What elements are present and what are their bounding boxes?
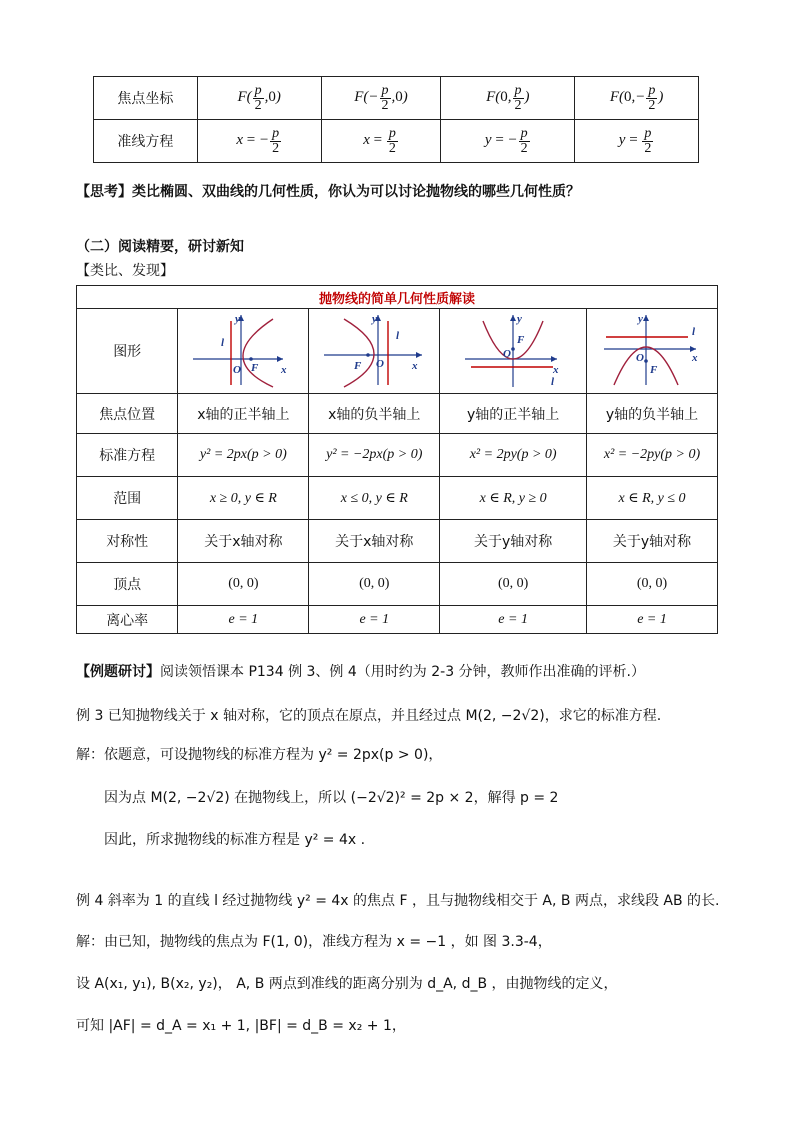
- y-axis-label: y: [235, 313, 241, 325]
- row-label-graph: 图形: [77, 309, 178, 394]
- origin-label: O: [376, 358, 385, 370]
- row-label: 对称性: [77, 520, 178, 563]
- focus-directrix-table: [93, 76, 699, 163]
- table-row: [77, 520, 718, 563]
- table-row: [77, 434, 718, 477]
- focus-label: F: [354, 360, 362, 372]
- table-row: [77, 606, 718, 634]
- think-question: [76, 182, 580, 202]
- table-row: [77, 394, 718, 434]
- table-cell: 关于y轴对称: [440, 520, 587, 563]
- example-3-question: 例 3 已知抛物线关于 x 轴对称，它的顶点在原点，并且经过点 M(2, −2√2)，求它的标准方程.: [76, 708, 662, 724]
- origin-label: O: [503, 348, 512, 360]
- table-cell: x ∈ R, y ≥ 0: [440, 477, 587, 520]
- example-3-solution-3: 因此，所求抛物线的标准方程是 y² = 4x .: [104, 832, 366, 848]
- table-cell: x ∈ R, y ≤ 0: [587, 477, 718, 520]
- table-cell: x² = −2py(p > 0): [587, 434, 718, 477]
- directrix-cell-4: y = $\frac{p}{2}$: [575, 120, 699, 163]
- table-cell: (0, 0): [440, 563, 587, 606]
- directrix-label: l: [551, 376, 555, 388]
- example-3-solution-1: 解：依题意，可设抛物线的标准方程为 y² = 2px(p > 0)，: [76, 747, 443, 763]
- table-cell: (0, 0): [309, 563, 440, 606]
- table-cell: 关于x轴对称: [178, 520, 309, 563]
- table-cell: x² = 2py(p > 0): [440, 434, 587, 477]
- row-label: 标准方程: [77, 434, 178, 477]
- table-cell: e = 1: [178, 606, 309, 634]
- row-label: 焦点位置: [77, 394, 178, 434]
- y-axis-label: y: [517, 313, 523, 325]
- focus-label: F: [251, 362, 259, 374]
- table-cell: y² = 2px(p > 0): [178, 434, 309, 477]
- x-axis-label: x: [553, 364, 559, 376]
- directrix-cell-1: x = − $\frac{p}{2}$: [197, 120, 321, 163]
- y-axis-label: y: [372, 313, 378, 325]
- think-tag: 【思考】: [76, 184, 132, 200]
- table-cell: x ≥ 0, y ∈ R: [178, 477, 309, 520]
- example-3-solution-2: 因为点 M(2, −2√2) 在抛物线上，所以 (−2√2)² = 2p × 2，解得 p = 2: [104, 790, 559, 806]
- directrix-label: l: [396, 330, 400, 342]
- table-cell: x ≤ 0, y ∈ R: [309, 477, 440, 520]
- focus-cell-4: F(0,− $\frac{p}{2}$ ): [575, 77, 699, 120]
- x-axis-label: x: [692, 352, 698, 364]
- directrix-cell-2: x = $\frac{p}{2}$: [321, 120, 441, 163]
- table-row-graph: [77, 309, 718, 394]
- table-cell: (0, 0): [587, 563, 718, 606]
- focus-cell-1: F( $\frac{p}{2}$ ,0): [197, 77, 321, 120]
- table-row: [77, 477, 718, 520]
- origin-label: O: [636, 352, 644, 364]
- row-label: 离心率: [77, 606, 178, 634]
- examples-tag: 【例题研讨】: [76, 664, 160, 680]
- focus-cell-3: F(0, $\frac{p}{2}$ ): [441, 77, 575, 120]
- table-title: 抛物线的简单几何性质解读: [77, 286, 718, 309]
- origin-label: O: [233, 364, 242, 376]
- table-row: [77, 563, 718, 606]
- graph-cell-2: [309, 309, 440, 394]
- examples-intro-text: 阅读领悟课本 P134 例 3、例 4（用时约为 2-3 分钟，教师作出准确的评析.）: [160, 664, 645, 680]
- think-text: 类比椭圆、双曲线的几何性质，你认为可以讨论抛物线的哪些几何性质？: [132, 184, 580, 200]
- graph-cell-4: [587, 309, 718, 394]
- table-cell: e = 1: [309, 606, 440, 634]
- graph-cell-3: [440, 309, 587, 394]
- directrix-cell-3: y = − $\frac{p}{2}$: [441, 120, 575, 163]
- table-title-row: [77, 286, 718, 309]
- section-heading: （二）阅读精要，研讨新知: [76, 239, 244, 255]
- examples-intro: [76, 662, 645, 682]
- section-subheading: 【类比、发现】: [76, 263, 174, 279]
- table-row: [94, 77, 699, 120]
- parabola-left-graph: [314, 309, 434, 389]
- table-cell: 关于y轴对称: [587, 520, 718, 563]
- parabola-up-graph: [453, 309, 573, 389]
- table-cell: (0, 0): [178, 563, 309, 606]
- focus-cell-2: F(− $\frac{p}{2}$ ,0): [321, 77, 441, 120]
- focus-label: F: [650, 364, 658, 376]
- x-axis-label: x: [281, 364, 287, 376]
- parabola-down-graph: [592, 309, 712, 389]
- x-axis-label: x: [412, 360, 418, 372]
- directrix-label: l: [692, 326, 696, 338]
- table-cell: x轴的正半轴上: [178, 394, 309, 434]
- example-4-solution-3: 可知 |AF| = d_A = x₁ + 1, |BF| = d_B = x₂ + 1，: [76, 1018, 406, 1034]
- row-label: 范围: [77, 477, 178, 520]
- table-cell: y轴的负半轴上: [587, 394, 718, 434]
- graph-cell-1: [178, 309, 309, 394]
- example-4-solution-2: 设 A(x₁, y₁), B(x₂, y₂)， A, B 两点到准线的距离分别为 d_A, d_B ，由抛物线的定义，: [76, 976, 618, 992]
- y-axis-label: y: [638, 313, 643, 325]
- table-cell: 关于x轴对称: [309, 520, 440, 563]
- table-cell: y² = −2px(p > 0): [309, 434, 440, 477]
- row-label-focus: 焦点坐标: [94, 77, 198, 120]
- table-cell: y轴的正半轴上: [440, 394, 587, 434]
- table-cell: e = 1: [440, 606, 587, 634]
- example-4-solution-1: 解：由已知，抛物线的焦点为 F(1, 0)，准线方程为 x = −1 ，如 图 3.3-4，: [76, 934, 552, 950]
- table-cell: x轴的负半轴上: [309, 394, 440, 434]
- table-row: [94, 120, 699, 163]
- example-4-question: 例 4 斜率为 1 的直线 l 经过抛物线 y² = 4x 的焦点 F ，且与抛物线相交于 A, B 两点，求线段 AB 的长.: [76, 893, 720, 909]
- parabola-properties-table: [76, 285, 718, 634]
- focus-label: F: [517, 334, 525, 346]
- row-label-directrix: 准线方程: [94, 120, 198, 163]
- parabola-right-graph: [183, 309, 303, 389]
- directrix-label: l: [221, 337, 225, 349]
- row-label: 顶点: [77, 563, 178, 606]
- table-cell: e = 1: [587, 606, 718, 634]
